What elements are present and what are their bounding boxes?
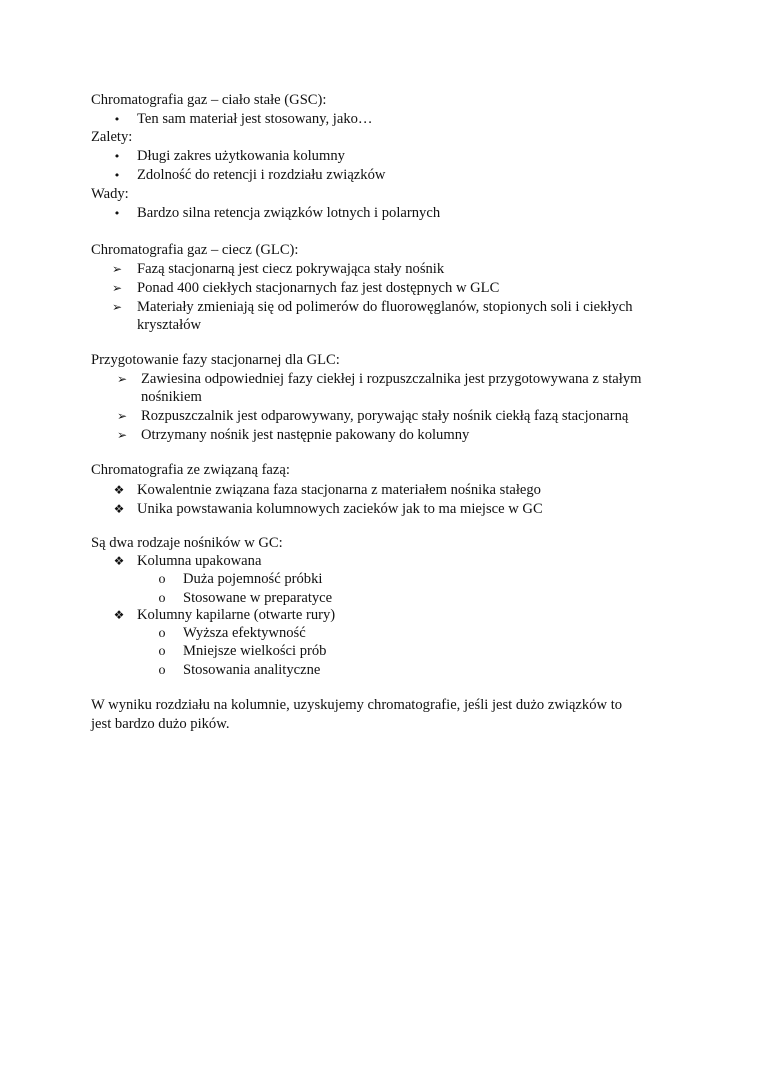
capillary-column-item: Mniejsze wielkości prób [183,643,327,659]
disadvantages-heading: Wady: [91,186,129,202]
bullet-arrow-icon: ➢ [111,281,123,295]
advantages-heading: Zalety: [91,129,133,145]
bullet-circle-icon: o [158,644,166,659]
bullet-arrow-icon: ➢ [111,262,123,276]
advantage-item: Długi zakres użytkowania kolumny [137,148,345,164]
bullet-dot-icon: • [113,207,121,220]
preparation-item: Zawiesina odpowiedniej fazy ciekłej i rozpuszczalnika jest przygotowywana z stałym [141,371,642,387]
bullet-dot-icon: • [113,113,121,126]
gsc-heading: Chromatografia gaz – ciało stałe (GSC): [91,92,327,108]
preparation-item: Otrzymany nośnik jest następnie pakowany do kolumny [141,427,470,443]
preparation-heading: Przygotowanie fazy stacjonarnej dla GLC: [91,352,340,368]
preparation-item-continuation: nośnikiem [141,389,202,405]
bullet-arrow-icon: ➢ [116,428,128,442]
bullet-diamond-icon: ❖ [113,554,125,568]
bullet-diamond-icon: ❖ [113,608,125,622]
packed-column-label: Kolumna upakowana [137,553,262,569]
gsc-item: Ten sam materiał jest stosowany, jako… [137,111,373,127]
bonded-item: Unika powstawania kolumnowych zacieków jak to ma miejsce w GC [137,501,543,517]
packed-column-item: Stosowane w preparatyce [183,590,333,606]
disadvantage-item: Bardzo silna retencja związków lotnych i polarnych [137,205,441,221]
preparation-item: Rozpuszczalnik jest odparowywany, porywając stały nośnik ciekłą fazą stacjonarną [141,408,629,424]
glc-item: Fazą stacjonarną jest ciecz pokrywająca stały nośnik [137,261,445,277]
bullet-circle-icon: o [158,572,166,587]
carriers-heading: Są dwa rodzaje nośników w GC: [91,535,283,551]
bullet-dot-icon: • [113,150,121,163]
bullet-arrow-icon: ➢ [116,372,128,386]
glc-item: Materiały zmieniają się od polimerów do fluorowęglanów, stopionych soli i ciekłych [137,299,633,315]
advantage-item: Zdolność do retencji i rozdziału związków [137,167,386,183]
conclusion-line: W wyniku rozdziału na kolumnie, uzyskujemy chromatografie, jeśli jest dużo związków to [91,697,623,713]
bullet-circle-icon: o [158,591,166,606]
capillary-column-item: Wyższa efektywność [183,625,306,641]
bullet-circle-icon: o [158,626,166,641]
bonded-item: Kowalentnie związana faza stacjonarna z materiałem nośnika stałego [137,482,541,498]
glc-heading: Chromatografia gaz – ciecz (GLC): [91,242,299,258]
bullet-arrow-icon: ➢ [111,300,123,314]
glc-item-continuation: kryształów [137,317,202,333]
bullet-circle-icon: o [158,663,166,678]
packed-column-item: Duża pojemność próbki [183,571,323,587]
bullet-dot-icon: • [113,169,121,182]
glc-item: Ponad 400 ciekłych stacjonarnych faz jest dostępnych w GLC [137,280,500,296]
bullet-arrow-icon: ➢ [116,409,128,423]
bullet-diamond-icon: ❖ [113,483,125,497]
bullet-diamond-icon: ❖ [113,502,125,516]
capillary-column-label: Kolumny kapilarne (otwarte rury) [137,607,336,623]
bonded-heading: Chromatografia ze związaną fazą: [91,462,290,478]
capillary-column-item: Stosowania analityczne [183,662,321,678]
conclusion-line: jest bardzo dużo pików. [91,716,230,732]
